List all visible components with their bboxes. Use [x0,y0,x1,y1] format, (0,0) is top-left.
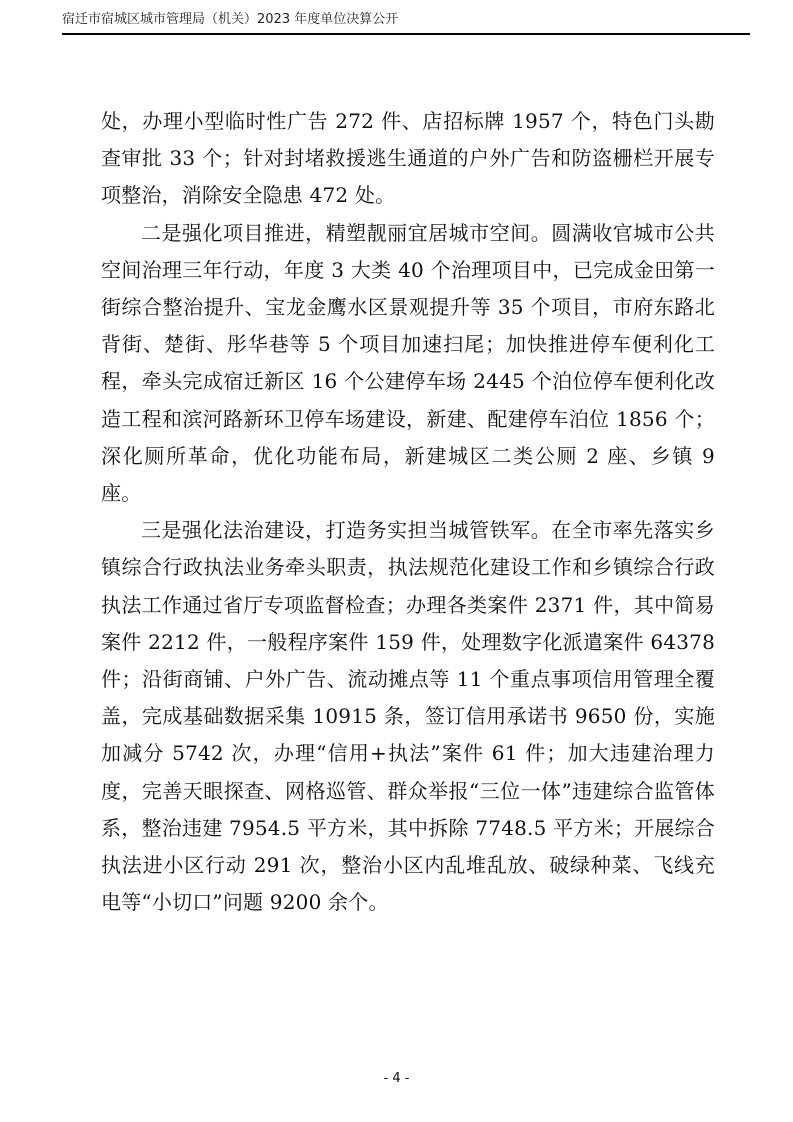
paragraph-project-promotion: 二是强化项目推进，精塑靓丽宜居城市空间。圆满收官城市公共空间治理三年行动，年度 3 大类 40 个治理项目中，已完成金田第一街综合整治提升、宝龙金鹰水区景观提升等 35 个项目，市府东路北背街、楚街、彤华巷等 5 个项目加速扫尾；加快推进停车便利化工程，牵头完成宿迁新区 16 个公建停车场 2445 个泊位停车便利化改造工程和滨河路新环卫停车场建设，新建、配建停车泊位 1856 个；深化厕所革命，优化功能布局，新建城区二类公厕 2 座、乡镇 9 座。 [101,220,715,506]
page-number: - 4 - [383,1071,410,1086]
document-body [101,103,715,921]
document-header: 宿迁市宿城区城市管理局（机关）2023 年度单位决算公开 [62,12,399,27]
paragraph-continued: 处，办理小型临时性广告 272 件、店招标牌 1957 个，特色门头勘查审批 33 个；针对封堵救援逃生通道的户外广告和防盗栅栏开展专项整治，消除安全隐患 472 处。 [101,109,715,208]
paragraph-rule-of-law: 三是强化法治建设，打造务实担当城管铁军。在全市率先落实乡镇综合行政执法业务牵头职责，执法规范化建设工作和乡镇综合行政执法工作通过省厅专项监督检查；办理各类案件 2371 件，其中简易案件 2212 件，一般程序案件 159 件，处理数字化派遣案件 64378 件；沿街商铺、户外广告、流动摊点等 11 个重点事项信用管理全覆盖，完成基础数据采集 10915 条，签订信用承诺书 9650 份，实施加减分 5742 次，办理“信用+执法”案件 61 件；加大违建治理力度，完善天眼探查、网格巡管、群众举报“三位一体”违建综合监管体系，整治违建 7954.5 平方米，其中拆除 7748.5 平方米；开展综合执法进小区行动 291 次，整治小区内乱堆乱放、破绿种菜、飞线充电等“小切口”问题 9200 余个。 [101,518,715,915]
header-divider [62,33,750,35]
